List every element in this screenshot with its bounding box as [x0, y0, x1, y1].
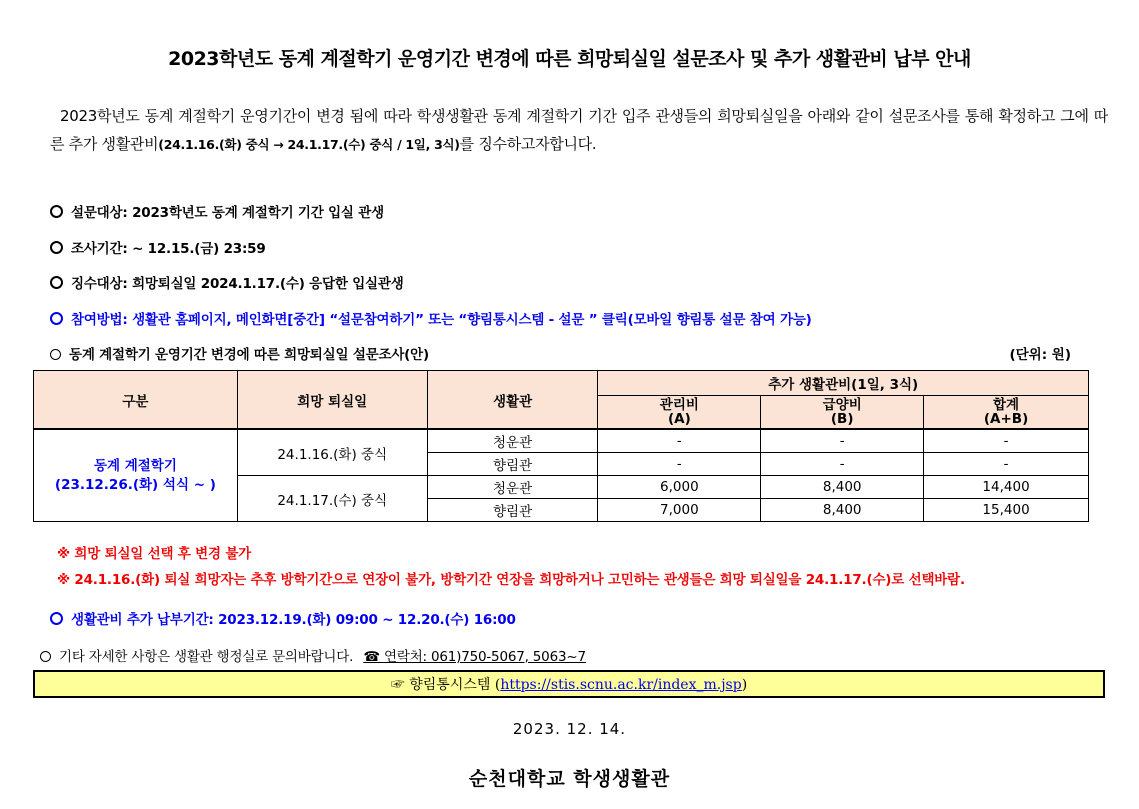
note-checkout-warning: ※ 24.1.16.(화) 퇴실 희망자는 추후 방학기간으로 연장이 불가, 방학기간 연장을 희망하거나 고민하는 관생들은 희망 퇴실일을 24.1.17.(수)로 선택바람.: [57, 572, 965, 588]
intro-text-2: 를 징수하고자합니다.: [459, 135, 597, 153]
circle-bullet-icon: [50, 312, 63, 325]
system-link-box: ☞ 향림통시스템 (https://stis.scnu.ac.kr/index_m.jsp): [33, 670, 1105, 698]
payment-period: 생활관비 추가 납부기간: 2023.12.19.(화) 09:00 ~ 12.20.(수) 16:00: [50, 608, 516, 628]
header-fee-group: 추가 생활관비(1일, 3식): [598, 371, 1089, 396]
table-row: 향림관 - - -: [34, 453, 1089, 476]
item-period: 조사기간: ~ 12.15.(금) 23:59: [50, 237, 266, 257]
table-row: 동계 계절학기 (23.12.26.(화) 석식 ~ ) 24.1.16.(화) 중식 청운관 - - -: [34, 429, 1089, 453]
circle-bullet-icon: [50, 612, 63, 625]
fee-table: [33, 370, 1089, 522]
note-no-change: ※ 희망 퇴실일 선택 후 변경 불가: [57, 546, 252, 562]
circle-bullet-icon: [40, 651, 51, 662]
contact-phone: ☎ 연락처: 061)750-5067, 5063~7: [363, 649, 586, 665]
circle-bullet-icon: [50, 276, 63, 289]
group-cell: 동계 계절학기 (23.12.26.(화) 석식 ~ ): [34, 429, 238, 522]
system-label: 향림통시스템: [409, 677, 491, 693]
system-link[interactable]: https://stis.scnu.ac.kr/index_m.jsp: [500, 677, 742, 693]
header-checkout: 희망 퇴실일: [237, 371, 427, 430]
contact-line: 기타 자세한 사항은 생활관 행정실로 문의바랍니다. ☎ 연락처: 061)750-5067, 5063~7: [40, 645, 586, 665]
signature: 순천대학교 학생생활관: [468, 768, 671, 790]
header-mgmt: 관리비 (A): [598, 396, 761, 430]
page-title: 2023학년도 동계 계절학기 운영기간 변경에 따른 희망퇴실일 설문조사 및 추가 생활관비 납부 안내: [168, 48, 971, 70]
item-method: 참여방법: 생활관 홈페이지, 메인화면[중간] “설문참여하기” 또는 “향림통시스템 - 설문 ” 클릭(모바일 향림통 설문 참여 가능): [50, 308, 812, 328]
header-meal: 급양비 (B): [761, 396, 924, 430]
pointing-hand-icon: ☞: [390, 677, 405, 693]
table-row: 24.1.17.(수) 중식 청운관 6,000 8,400 14,400: [34, 476, 1089, 499]
header-category: 구분: [34, 371, 238, 430]
table-caption: 동계 계절학기 운영기간 변경에 따른 희망퇴실일 설문조사(안): [50, 343, 429, 363]
intro-paragraph: [50, 102, 1108, 159]
item-collect: 징수대상: 희망퇴실일 2024.1.17.(수) 응답한 입실관생: [50, 272, 404, 292]
checkout-date-1: 24.1.16.(화) 중식: [237, 429, 427, 476]
unit-label: (단위: 원): [1009, 347, 1071, 363]
header-dorm: 생활관: [427, 371, 598, 430]
header-total: 합계 (A+B): [924, 396, 1089, 430]
circle-bullet-icon: [50, 349, 61, 360]
circle-bullet-icon: [50, 205, 63, 218]
intro-text-1: 2023학년도 동계 계절학기 운영기간이 변경 됨에 따라 학생생활관 동계 계절학기 기간 입주 관생들의 희망퇴실일을 아래와 같이 설문조사를 통해 확정하고 그에 따른 추가 생활관비: [50, 107, 1108, 153]
document-date: 2023. 12. 14.: [512, 720, 627, 738]
item-target: 설문대상: 2023학년도 동계 계절학기 기간 입실 관생: [50, 201, 384, 221]
checkout-date-2: 24.1.17.(수) 중식: [237, 476, 427, 522]
table-row: 향림관 7,000 8,400 15,400: [34, 499, 1089, 522]
circle-bullet-icon: [50, 241, 63, 254]
intro-highlight: (24.1.16.(화) 중식 → 24.1.17.(수) 중식 / 1일, 3식): [158, 137, 460, 152]
